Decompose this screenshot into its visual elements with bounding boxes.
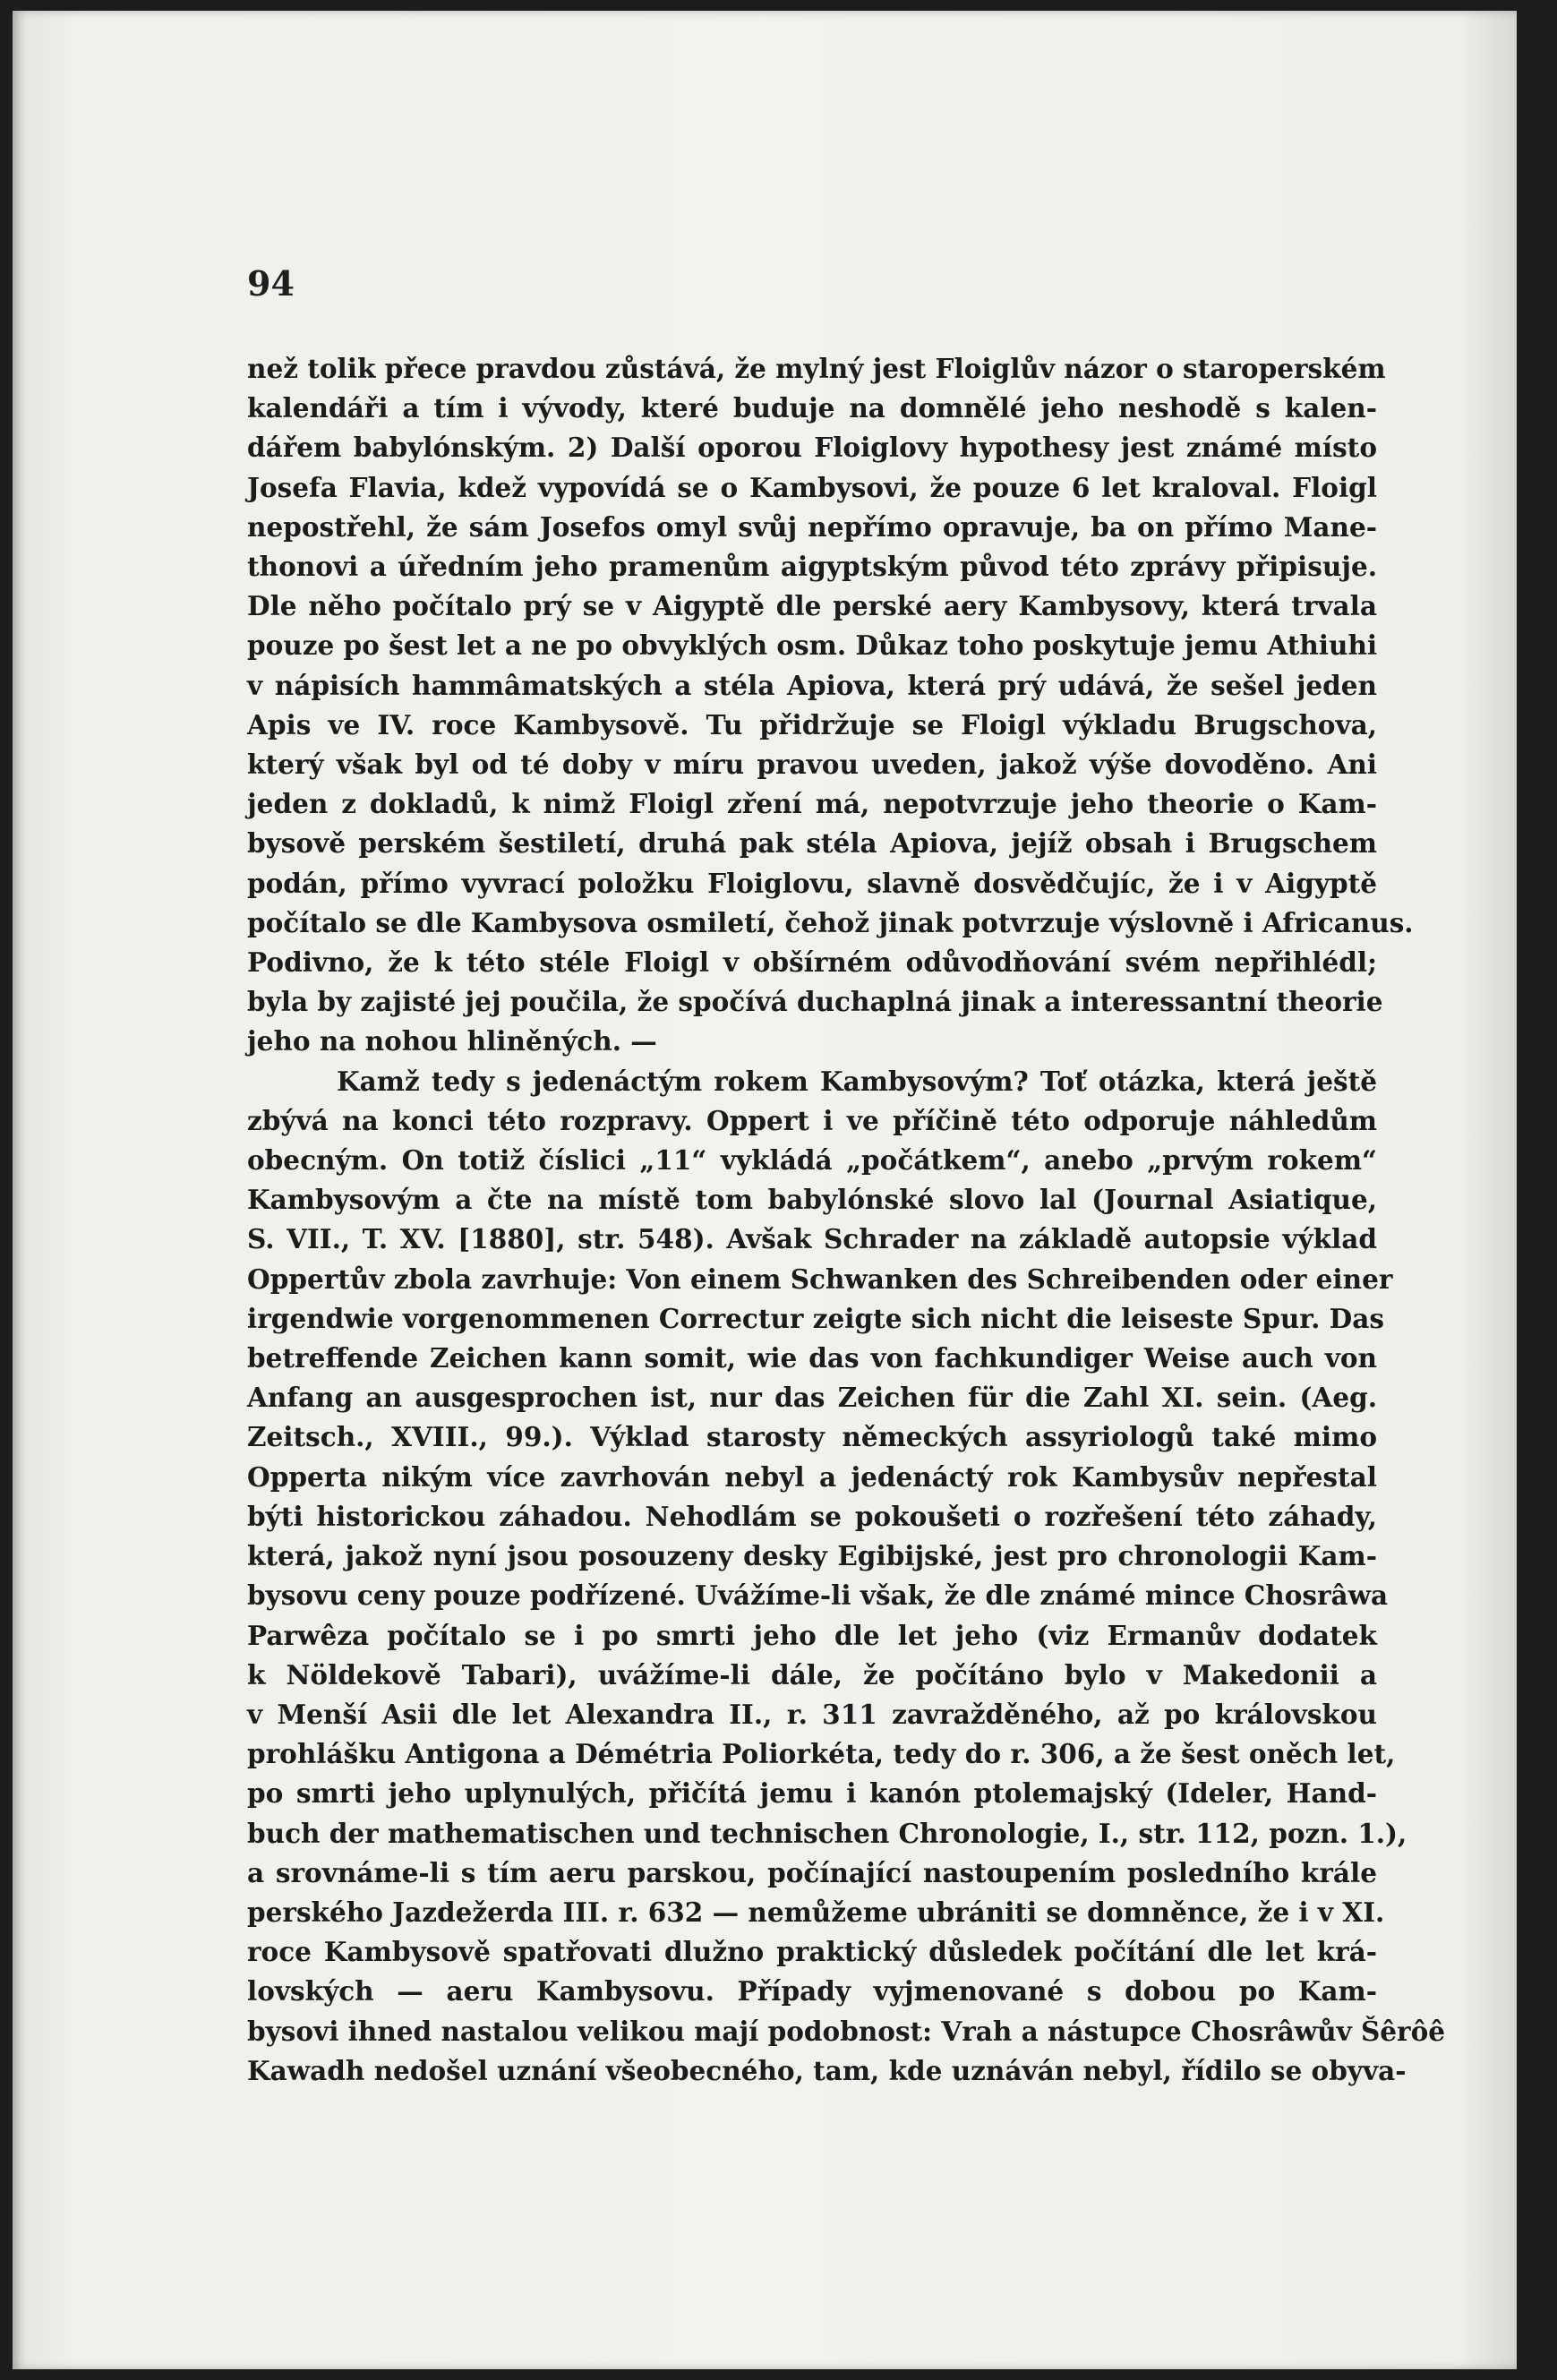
text-line: bysovu ceny pouze podřízené. Uvážíme-li však, že dle známé mince Chosrâwa <box>247 1580 1389 1612</box>
text-line: obecným. On totiž číslici „11“ vykládá „počátkem“, anebo „prvým rokem“ <box>247 1144 1377 1177</box>
text-line: bysově perském šestiletí, druhá pak stéla Apiova, jejíž obsah i Brugschem <box>247 827 1377 860</box>
text-line: počítalo se dle Kambysova osmiletí, čehož jinak potvrzuje výslovně i Africanus. <box>247 906 1414 938</box>
text-line: dářem babylónským. 2) Další oporou Floiglovy hypothesy jest známé místo <box>247 432 1377 464</box>
text-line: býti historickou záhadou. Nehodlám se pokoušeti o rozřešení této záhady, <box>247 1500 1377 1532</box>
text-line: Kambysovým a čte na místě tom babylónské slovo lal (Journal Asiatique, <box>247 1184 1377 1216</box>
text-line: Podivno, že k této stéle Floigl v obšírném odůvodňování svém nepřihlédl; <box>247 946 1377 979</box>
text-line: Anfang an ausgesprochen ist, nur das Zeichen für die Zahl XI. sein. (Aeg. <box>247 1382 1377 1414</box>
text-line: k Nöldekově Tabari), uvážíme-li dále, že počítáno bylo v Makedonii a <box>247 1658 1377 1691</box>
text-line: lovských — aeru Kambysovu. Případy vyjmenované s dobou po Kam- <box>247 1975 1377 2008</box>
text-line: podán, přímo vyvrací položku Floiglovu, slavně dosvědčujíc, že i v Aigyptě <box>247 867 1377 899</box>
book-page <box>13 11 1517 2369</box>
body-text <box>247 349 1446 2091</box>
text-line: Oppertův zbola zavrhuje: Von einem Schwanken des Schreibenden oder einer <box>247 1263 1393 1295</box>
page-number: 94 <box>247 263 295 304</box>
text-line: thonovi a úředním jeho pramenům aigyptským původ této zprávy připisuje. <box>247 551 1377 583</box>
text-line: kalendáři a tím i vývody, které buduje na domnělé jeho neshodě s kalen- <box>247 392 1377 424</box>
text-line: buch der mathematischen und technischen Chronologie, I., str. 112, pozn. 1.), <box>247 1817 1407 1849</box>
text-line: v Menší Asii dle let Alexandra II., r. 311 zavražděného, až po královskou <box>247 1698 1377 1730</box>
text-line: po smrti jeho uplynulých, přičítá jemu i kanón ptolemajský (Ideler, Hand- <box>247 1777 1377 1810</box>
text-line: která, jakož nyní jsou posouzeny desky Egibijské, jest pro chronologii Kam- <box>247 1540 1377 1572</box>
text-line: zbývá na konci této rozpravy. Oppert i ve příčině této odporuje náhledům <box>247 1104 1377 1136</box>
text-line: Josefa Flavia, kdež vypovídá se o Kambysovi, že pouze 6 let kraloval. Floigl <box>247 471 1377 503</box>
text-line: který však byl od té doby v míru pravou uveden, jakož výše dovoděno. Ani <box>247 749 1377 781</box>
text-line: Parwêza počítalo se i po smrti jeho dle let jeho (viz Ermanův dodatek <box>247 1619 1377 1651</box>
text-line: roce Kambysově spatřovati dlužno praktický důsledek počítání dle let krá- <box>247 1936 1377 1968</box>
text-line: Kawadh nedošel uznání všeobecného, tam, kde uznáván nebyl, řídilo se obyva- <box>247 2054 1407 2086</box>
text-line: Apis ve IV. roce Kambysově. Tu přidržuje se Floigl výkladu Brugschova, <box>247 708 1377 741</box>
text-line: bysovi ihned nastalou velikou mají podobnost: Vrah a nástupce Chosrâwův Šêrôê <box>247 2015 1446 2047</box>
text-line: Kamž tedy s jedenáctým rokem Kambysovým? Toť otázka, která ještě <box>337 1065 1377 1097</box>
text-line: Zeitsch., XVIII., 99.). Výklad starosty německých assyriologů také mimo <box>247 1421 1377 1453</box>
text-line: v nápisích hammâmatských a stéla Apiova, která prý udává, že sešel jeden <box>247 669 1377 701</box>
text-line: a srovnáme-li s tím aeru parskou, počínající nastoupením posledního krále <box>247 1856 1377 1888</box>
text-line: pouze po šest let a ne po obvyklých osm. Důkaz toho poskytuje jemu Athiuhi <box>247 629 1378 662</box>
text-line: irgendwie vorgenommenen Correctur zeigte sich nicht die leiseste Spur. Das <box>247 1302 1384 1334</box>
text-line: betreffende Zeichen kann somit, wie das von fachkundiger Weise auch von <box>247 1342 1377 1374</box>
text-line: S. VII., T. XV. [1880], str. 548). Avšak Schrader na základě autopsie výklad <box>247 1223 1377 1255</box>
text-line: perského Jazdežerda III. r. 632 — nemůžeme ubrániti se domněnce, že i v XI. <box>247 1896 1385 1928</box>
text-line: byla by zajisté jej poučila, že spočívá duchaplná jinak a interessantní theorie <box>247 986 1383 1018</box>
text-line: prohlášku Antigona a Démétria Poliorkéta, tedy do r. 306, a že šest oněch let, <box>247 1738 1396 1770</box>
text-line: nepostřehl, že sám Josefos omyl svůj nepřímo opravuje, ba on přímo Mane- <box>247 510 1377 543</box>
text-line: Opperta nikým více zavrhován nebyl a jedenáctý rok Kambysův nepřestal <box>247 1460 1377 1493</box>
text-line: jeden z dokladů, k nimž Floigl zření má, nepotvrzuje jeho theorie o Kam- <box>247 788 1377 820</box>
text-line: jeho na nohou hliněných. — <box>247 1025 657 1057</box>
text-line: než tolik přece pravdou zůstává, že mylný jest Floiglův názor o staroperském <box>247 353 1386 384</box>
text-line: Dle něho počítalo prý se v Aigyptě dle perské aery Kambysovy, která trvala <box>247 590 1377 622</box>
